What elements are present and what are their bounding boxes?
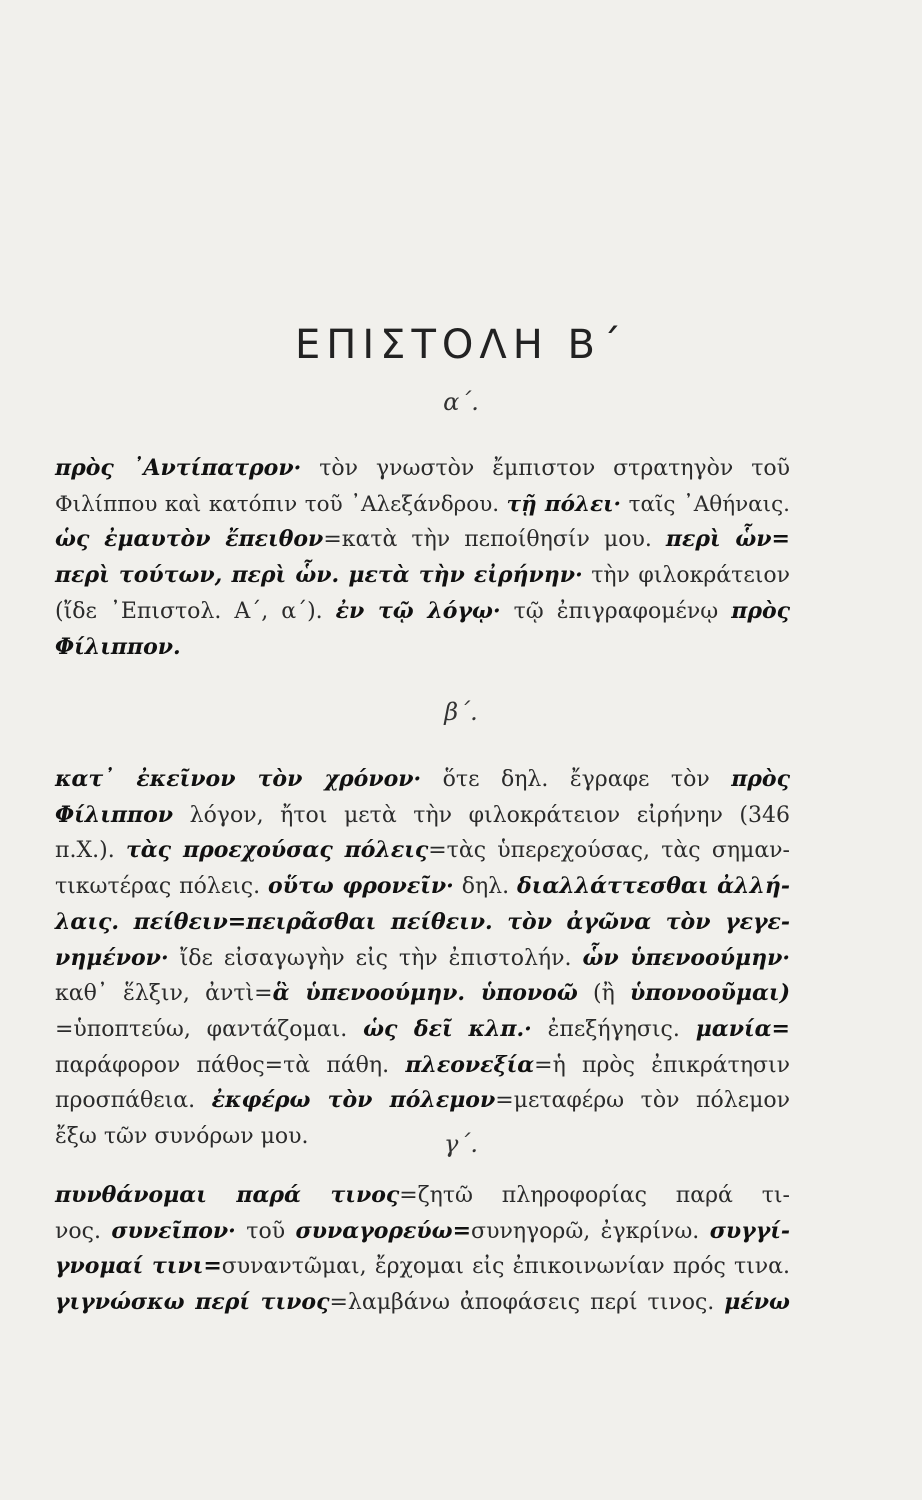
text-line: [55, 833, 790, 869]
lemma-term: λαις. πείθειν=πειρᾶσθαι πείθειν. τὸν ἀγῶνα τὸν γεγε-: [55, 908, 790, 935]
gloss-text: καθ᾿ ἕλξιν, ἀντὶ=: [55, 981, 273, 1007]
lemma-term: ὡς ἐμαυτὸν ἔπειθον: [55, 526, 324, 553]
text-line: [55, 522, 790, 558]
lemma-term: ἐκφέρω τὸν πόλεμον: [211, 1087, 496, 1114]
section-number-beta: β΄.: [444, 698, 478, 726]
text-line: [55, 798, 790, 834]
lemma-term: οὕτω φρονεῖν·: [268, 873, 454, 900]
gloss-text: =ὑποπτεύω, φαντάζομαι.: [55, 1016, 364, 1042]
gloss-text: τὴν φιλοκράτειον: [582, 563, 790, 589]
text-line: [55, 762, 790, 798]
gloss-text: Φιλίππου καὶ κατόπιν τοῦ ᾿Αλεξάνδρου.: [55, 491, 507, 517]
gloss-text: τὸν γνωστὸν ἔμπιστον στρατηγὸν τοῦ: [301, 456, 790, 481]
page-title: ΕΠΙΣΤΟΛΗ Β΄: [295, 322, 627, 368]
lemma-term: μένω: [724, 1289, 790, 1316]
gloss-text: τῷ ἐπιγραφομένῳ: [500, 598, 732, 624]
gloss-text: ἐπεξήγησις.: [531, 1016, 696, 1042]
section-gamma-text: [55, 1178, 790, 1321]
lemma-term: Φίλιππον.: [55, 633, 181, 660]
gloss-text: π.Χ.).: [55, 838, 126, 864]
text-line: [55, 451, 790, 487]
lemma-term: νημένον·: [55, 944, 169, 971]
lemma-term: Φίλιππον: [55, 801, 174, 828]
lemma-term: πρὸς: [731, 597, 791, 624]
gloss-text: ὅτε δηλ. ἔγραφε τὸν: [421, 767, 732, 792]
gloss-text: συναντῶμαι, ἔρχομαι εἰς ἐπικοινωνίαν πρός τινα.: [221, 1254, 791, 1280]
text-line: [55, 630, 790, 666]
gloss-text: (ἴδε ᾿Επιστολ. Α΄, α΄).: [55, 598, 336, 624]
lemma-term: τὰς προεχούσας πόλεις: [125, 837, 429, 864]
gloss-text: λόγον, ἤτοι μετὰ τὴν φιλοκράτειον εἰρήνην (346: [173, 802, 790, 828]
lemma-term: κλπ.·: [468, 1015, 532, 1042]
lemma-term: γνομαί τινι=: [55, 1253, 222, 1280]
gloss-text: νος.: [55, 1218, 112, 1244]
section-number-alpha: α΄.: [443, 388, 479, 416]
gloss-text: =κατὰ τὴν πεποίθησίν μου.: [323, 527, 666, 553]
lemma-term: συγγί-: [709, 1217, 790, 1244]
gloss-text: =μεταφέρω τὸν πόλεμον: [495, 1088, 790, 1114]
text-line: [55, 1285, 790, 1321]
lemma-term: συνεῖπον·: [111, 1217, 236, 1244]
text-line: [55, 487, 790, 523]
gloss-text: προσπάθεια.: [55, 1088, 212, 1114]
lemma-term: ἃ ὑπενοούμην. ὑπονοῶ: [272, 980, 578, 1007]
lemma-term: ὧν ὑπενοούμην·: [582, 944, 790, 971]
lemma-term: συναγορεύω=: [295, 1217, 472, 1244]
gloss-text: τικωτέρας πόλεις.: [55, 874, 269, 900]
gloss-text: ἔξω τῶν συνόρων μου.: [55, 1124, 309, 1150]
text-line: [55, 558, 790, 594]
gloss-text: =ἡ πρὸς ἐπικράτησιν: [534, 1052, 791, 1078]
section-beta-text: [55, 762, 790, 1155]
lemma-term: περὶ τούτων, περὶ ὧν. μετὰ τὴν εἰρήνην·: [55, 562, 583, 589]
text-line: [55, 1214, 790, 1250]
gloss-text: ταῖς ᾿Αθήναις.: [621, 491, 790, 517]
text-line: [55, 976, 790, 1012]
gloss-text: παράφορον πάθος=τὰ πάθη.: [55, 1052, 406, 1078]
gloss-text: δηλ.: [453, 874, 518, 900]
gloss-text: ἴδε εἰσαγωγὴν εἰς τὴν ἐπιστολήν.: [168, 945, 583, 971]
lemma-term: κατ᾿ ἐκεῖνον τὸν χρόνον·: [55, 766, 422, 792]
text-line: [55, 1048, 790, 1084]
lemma-term: διαλλάττεσθαι ἀλλή-: [517, 873, 791, 900]
text-line: [55, 905, 790, 941]
text-line: [55, 869, 790, 905]
gloss-text: (ἢ: [577, 981, 630, 1007]
text-line: [55, 1178, 790, 1214]
lemma-term: πυνθάνομαι παρά τινος: [55, 1182, 400, 1208]
lemma-term: τῇ πόλει·: [506, 491, 622, 517]
gloss-text: συνηγορῶ, ἐγκρίνω.: [471, 1218, 710, 1244]
lemma-term: μανία=: [695, 1015, 790, 1042]
section-alpha-text: [55, 451, 790, 665]
lemma-term: πρὸς: [731, 766, 790, 792]
lemma-term: πλεονεξία: [405, 1051, 535, 1078]
lemma-term: πρὸς ᾿Αντίπατρον·: [55, 455, 302, 481]
text-line: [55, 1012, 790, 1048]
lemma-term: περὶ ὧν=: [665, 526, 790, 553]
gloss-text: =ζητῶ πληροφορίας παρά τι-: [399, 1183, 790, 1208]
text-line: [55, 1249, 790, 1285]
lemma-term: ὡς δεῖ: [363, 1015, 453, 1042]
lemma-term: γιγνώσκω περί τινος: [55, 1289, 330, 1316]
text-line: [55, 941, 790, 977]
section-number-gamma: γ΄.: [444, 1130, 478, 1158]
lemma-term: ὑπονοοῦμαι): [629, 980, 790, 1007]
gloss-text: =λαμβάνω ἀποφάσεις περί τινος.: [329, 1290, 725, 1316]
gloss-text: τοῦ: [235, 1218, 296, 1244]
text-line: [55, 594, 790, 630]
text-line: [55, 1083, 790, 1119]
gloss-text: [453, 1017, 469, 1042]
lemma-term: ἐν τῷ λόγῳ·: [335, 597, 501, 624]
gloss-text: =τὰς ὑπερεχούσας, τὰς σημαν-: [428, 838, 790, 864]
